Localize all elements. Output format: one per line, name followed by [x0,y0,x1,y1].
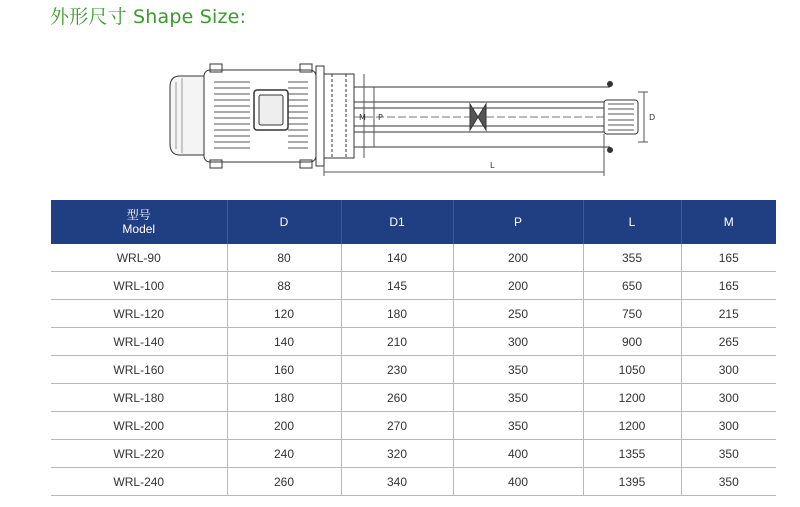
cell-l: 750 [583,300,681,328]
table-row [51,468,776,496]
cell-d1: 230 [341,356,453,384]
dim-d-label: D [649,113,656,122]
col-header-d1: D1 [341,200,453,244]
cell-d1: 180 [341,300,453,328]
col-header-p: P [453,200,583,244]
cell-d: 80 [227,244,341,272]
cell-model: WRL-120 [51,300,227,328]
cell-l: 900 [583,328,681,356]
cell-d: 260 [227,468,341,496]
cell-model: WRL-180 [51,384,227,412]
cell-p: 200 [453,272,583,300]
mounting-flange [316,66,324,166]
specification-table [51,200,776,496]
cell-d: 140 [227,328,341,356]
dim-l-label: L [490,161,495,170]
cell-l: 355 [583,244,681,272]
cell-m: 300 [681,356,776,384]
cell-model: WRL-140 [51,328,227,356]
cell-model: WRL-220 [51,440,227,468]
col-header-d: D [227,200,341,244]
cell-p: 400 [453,468,583,496]
pump-head [604,100,638,134]
cell-model: WRL-200 [51,412,227,440]
table-row [51,244,776,272]
table-row [51,412,776,440]
cell-model: WRL-240 [51,468,227,496]
cell-m: 300 [681,412,776,440]
cell-model: WRL-90 [51,244,227,272]
cell-l: 650 [583,272,681,300]
col-header-m: M [681,200,776,244]
cell-d: 200 [227,412,341,440]
dim-p-label: P [378,113,383,122]
cell-d1: 210 [341,328,453,356]
cell-p: 350 [453,384,583,412]
cell-model: WRL-100 [51,272,227,300]
cell-d: 160 [227,356,341,384]
cell-d1: 145 [341,272,453,300]
col-header-model-zh: 型号 [126,208,151,222]
cell-l: 1200 [583,384,681,412]
cell-m: 215 [681,300,776,328]
dim-m-label: M [359,113,366,122]
cell-p: 300 [453,328,583,356]
cell-p: 350 [453,356,583,384]
table-row [51,356,776,384]
cell-l: 1395 [583,468,681,496]
cell-d1: 260 [341,384,453,412]
col-header-model [51,200,227,244]
cell-l: 1200 [583,412,681,440]
cell-model: WRL-160 [51,356,227,384]
cell-p: 250 [453,300,583,328]
cell-d: 240 [227,440,341,468]
page-title: 外形尺寸 Shape Size: [50,6,247,28]
table-row [51,272,776,300]
col-header-l: L [583,200,681,244]
cell-d: 88 [227,272,341,300]
motor-end-cap [170,76,204,155]
table-row [51,384,776,412]
cell-d: 180 [227,384,341,412]
cell-d: 120 [227,300,341,328]
cell-d1: 340 [341,468,453,496]
cell-m: 165 [681,272,776,300]
table-row [51,300,776,328]
pump-dimension-drawing [160,52,660,180]
cell-d1: 270 [341,412,453,440]
cell-m: 165 [681,244,776,272]
cell-p: 200 [453,244,583,272]
cell-l: 1355 [583,440,681,468]
cell-p: 350 [453,412,583,440]
cell-m: 300 [681,384,776,412]
cell-d1: 140 [341,244,453,272]
col-header-model-en: Model [122,222,156,236]
cell-p: 400 [453,440,583,468]
cell-m: 265 [681,328,776,356]
table-row [51,440,776,468]
cell-d1: 320 [341,440,453,468]
table-row [51,328,776,356]
cell-m: 350 [681,468,776,496]
cell-l: 1050 [583,356,681,384]
table-header [51,200,776,244]
cell-m: 350 [681,440,776,468]
